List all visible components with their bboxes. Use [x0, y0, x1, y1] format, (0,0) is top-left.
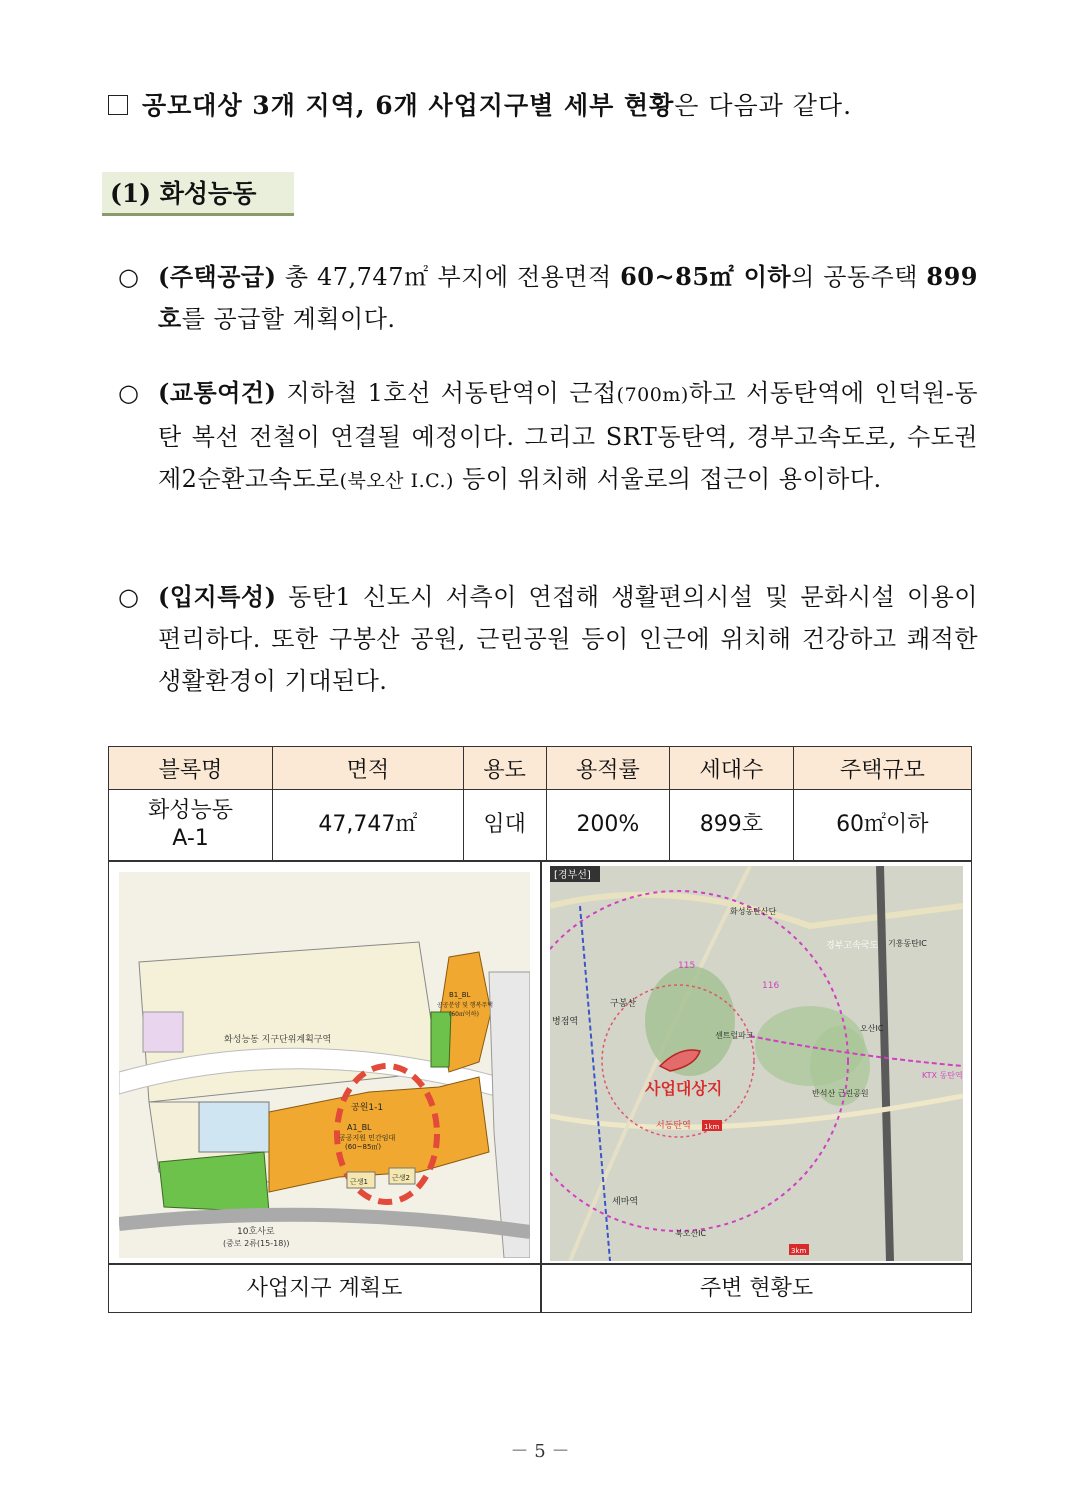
- table-cell: 47,747㎡: [273, 790, 464, 861]
- label-road: 10호사로: [237, 1227, 275, 1237]
- paragraph-label: (입지특성): [158, 582, 277, 611]
- label-line: [경부선]: [554, 870, 591, 881]
- label-ktx: KTX 동탄역: [922, 1071, 963, 1080]
- label-dist1: 1km: [704, 1123, 720, 1131]
- caption-surroundings: 주변 현황도: [699, 1276, 814, 1301]
- paragraph-label: (교통여건): [158, 378, 277, 407]
- label-mountain: 구봉산: [610, 999, 637, 1009]
- table-header-cell: 용도: [463, 747, 546, 790]
- table-header-cell: 용적률: [546, 747, 670, 790]
- label-g1: 근생1: [350, 1178, 368, 1186]
- paragraph-emphasis: 60~85㎡ 이하: [620, 262, 792, 291]
- label-station1: 서동탄역: [656, 1121, 691, 1131]
- surroundings-map-image: [550, 866, 963, 1261]
- caption-divider: [109, 1263, 971, 1265]
- paragraph-emphasis: 899호: [158, 262, 978, 333]
- surroundings-map: [550, 866, 963, 1261]
- label-target: 사업대상지: [645, 1079, 723, 1098]
- table-cell: 899호: [670, 790, 794, 861]
- label-block-a1-size: (60~85㎡): [345, 1143, 382, 1151]
- label-park: 반석산 근린공원: [812, 1089, 869, 1098]
- bullet-icon: ○: [118, 379, 139, 407]
- figure-divider: [540, 862, 542, 1312]
- label-ic3: 북오산IC: [675, 1229, 707, 1238]
- table-header-cell: 세대수: [670, 747, 794, 790]
- block-name-line1: 화성능동: [148, 798, 234, 823]
- bullet-icon: ○: [118, 583, 139, 611]
- label-complex: 화성동탄산단: [730, 907, 777, 916]
- label-block-b1-size: (60㎡이하): [449, 1011, 479, 1018]
- page-number: － 5 －: [510, 1441, 570, 1462]
- paragraph-text: 를 공급할 계획이다.: [181, 305, 396, 333]
- paragraph-text: 의 공동주택: [791, 263, 927, 291]
- intro-bold: 공모대상 3개 지역, 6개 사업지구별 세부 현황: [142, 91, 675, 120]
- paragraph-text: 총 47,747㎡ 부지에 전용면적: [276, 263, 621, 291]
- site-plan-map: [119, 872, 530, 1258]
- intro-line: [108, 86, 852, 122]
- block-name-line2: A-1: [172, 826, 209, 851]
- paragraph-text: 등이 위치해 서울로의 접근이 용이하다.: [453, 465, 882, 493]
- label-ic2: 오산IC: [860, 1024, 884, 1033]
- table-header-cell: 주택규모: [793, 747, 971, 790]
- intro-rest: 은 다음과 같다.: [674, 91, 853, 120]
- label-road-sub: (중로 2류(15-18)): [223, 1239, 290, 1248]
- label-g2: 근생2: [392, 1174, 410, 1182]
- paragraph-label: (주택공급): [158, 262, 277, 291]
- paragraph-note: (700m): [616, 384, 689, 406]
- bullet-icon: ○: [118, 263, 139, 291]
- table-cell-block: [109, 790, 273, 861]
- paragraph-housing-supply: [118, 256, 978, 340]
- label-block-a1: A1_BL: [347, 1123, 372, 1132]
- paragraph-text: 동탄1 신도시 서측이 연접해 생활편의시설 및 문화시설 이용이 편리하다. 또한 구봉산 공원, 근린공원 등이 인근에 위치해 건강하고 쾌적한 생활환경이 기대된다.: [158, 583, 978, 695]
- paragraph-note: (북오산 I.C.): [339, 470, 454, 492]
- label-central: 센트럴파크: [715, 1031, 754, 1040]
- label-dist2: 3km: [791, 1247, 807, 1255]
- label-block-a1-sub: 공공지원 민간임대: [339, 1134, 396, 1142]
- label-park: 공원1-1: [351, 1103, 384, 1113]
- label-district: 화성능동 지구단위계획구역: [224, 1035, 332, 1045]
- label-expressway: 경부고속국도: [826, 941, 879, 951]
- figures-panel: [108, 861, 972, 1313]
- section-title: (1) 화성능동: [102, 172, 294, 216]
- paragraph-text: 하고 서동탄역에 인덕원-동탄 복선 전철이 연결될 예정이다. 그리고 SRT동탄역, 경부고속도로, 수도권 제2순환고속도로: [158, 379, 979, 493]
- label-station3: 병점역: [552, 1017, 579, 1027]
- paragraph-transportation: [118, 372, 978, 502]
- paragraph-location: [118, 576, 978, 702]
- checkbox-square-icon: [108, 95, 128, 115]
- table-header-row: [109, 747, 972, 790]
- table-cell: 임대: [463, 790, 546, 861]
- label-block-b1: B1_BL: [449, 991, 471, 999]
- table-cell: 200%: [546, 790, 670, 861]
- caption-site-plan: 사업지구 계획도: [246, 1276, 403, 1301]
- table-row: [109, 790, 972, 861]
- label-station2: 세마역: [612, 1197, 639, 1207]
- label-r115: 115: [678, 961, 696, 971]
- table-header-cell: 면적: [273, 747, 464, 790]
- label-ic1: 기흥동탄IC: [888, 939, 927, 948]
- paragraph-text: 지하철 1호선 서동탄역이 근접: [276, 379, 617, 407]
- info-table: [108, 746, 972, 861]
- site-plan-image: [119, 872, 530, 1258]
- label-block-b1-sub: 공공분양 및 행복주택: [437, 1002, 493, 1009]
- table-header-cell: 블록명: [109, 747, 273, 790]
- table-cell: 60㎡이하: [793, 790, 971, 861]
- label-r116: 116: [762, 981, 780, 991]
